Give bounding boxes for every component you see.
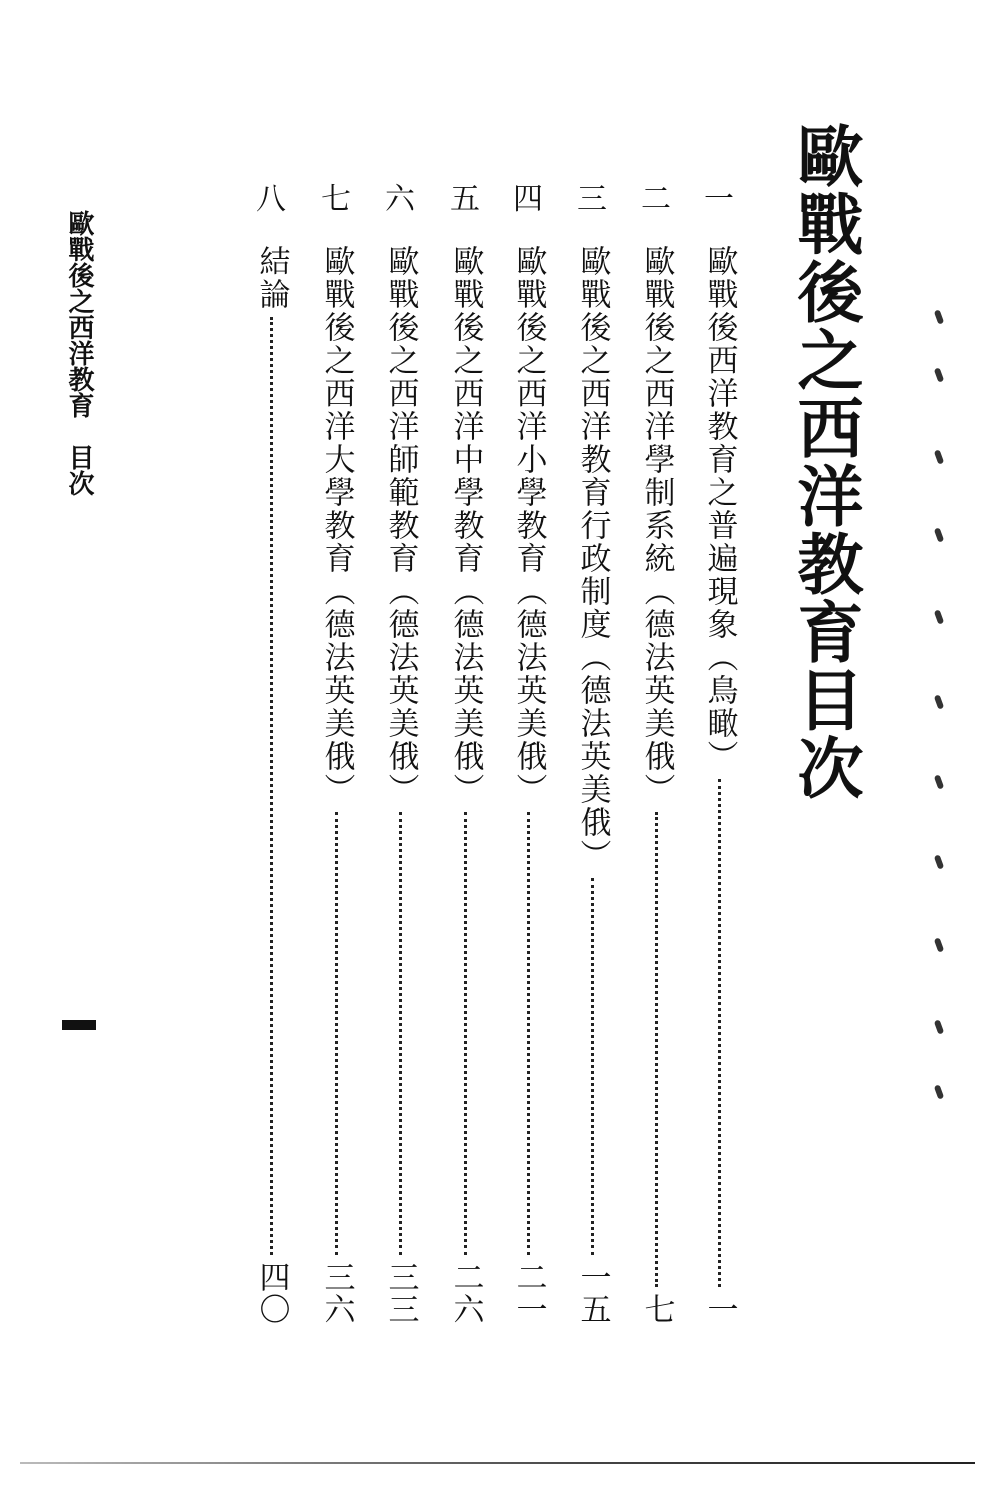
toc-title: 歐戰後之西洋小學教育（德法英美俄） (510, 245, 547, 806)
margin-scan-marks (928, 300, 958, 1120)
scan-mark (934, 937, 944, 952)
toc-entry-8 (246, 182, 296, 1325)
scan-mark (934, 367, 944, 382)
toc-page-number: 四〇 (253, 1261, 290, 1325)
toc-number: 六 (385, 182, 415, 217)
toc-entry-1 (694, 182, 744, 1325)
toc-leader-dots (399, 812, 402, 1255)
toc-page-number: 一五 (574, 1261, 611, 1325)
toc-number: 八 (256, 182, 286, 217)
toc-title: 歐戰後之西洋中學教育（德法英美俄） (447, 245, 484, 806)
toc-leader-dots (270, 317, 273, 1255)
toc-number: 七 (321, 182, 351, 217)
scan-mark (934, 854, 944, 869)
toc-leader-dots (591, 878, 594, 1255)
toc-page-number: 二一 (510, 1261, 547, 1325)
toc-title: 結論 (253, 245, 290, 311)
toc-number: 一 (704, 182, 734, 217)
toc-page-number: 一 (701, 1293, 738, 1325)
toc-entry-7 (311, 182, 361, 1325)
toc-leader-dots (718, 779, 721, 1287)
folio-mark (62, 1020, 96, 1030)
toc-leader-dots (655, 812, 658, 1287)
toc-number: 五 (450, 182, 480, 217)
toc-entry-6 (375, 182, 425, 1325)
bottom-rule (20, 1462, 975, 1464)
toc-title: 歐戰後之西洋大學教育（德法英美俄） (318, 245, 355, 806)
toc-entry-4 (503, 182, 553, 1325)
toc-leader-dots (464, 812, 467, 1255)
scan-mark (934, 527, 944, 542)
toc-title: 歐戰後西洋教育之普遍現象（鳥瞰） (701, 245, 738, 773)
scan-mark (934, 449, 944, 464)
scan-mark (934, 1084, 944, 1099)
page-title: 歐戰後之西洋教育目次 (786, 122, 864, 802)
toc-page-number: 二六 (447, 1261, 484, 1325)
toc-page-number: 三三 (382, 1261, 419, 1325)
toc-title: 歐戰後之西洋師範教育（德法英美俄） (382, 245, 419, 806)
toc-number: 三 (577, 182, 607, 217)
running-head: 歐戰後之西洋教育 目次 (64, 210, 94, 496)
scan-mark (934, 309, 944, 324)
toc-entry-2 (631, 182, 681, 1325)
scan-mark (934, 774, 944, 789)
toc-title: 歐戰後之西洋教育行政制度（德法英美俄） (574, 245, 611, 872)
scan-mark (934, 694, 944, 709)
toc-leader-dots (527, 812, 530, 1255)
toc-title: 歐戰後之西洋學制系統（德法英美俄） (638, 245, 675, 806)
toc-entry-3 (567, 182, 617, 1325)
toc-page-number: 七 (638, 1293, 675, 1325)
toc-leader-dots (335, 812, 338, 1255)
scan-mark (934, 609, 944, 624)
toc-number: 二 (641, 182, 671, 217)
toc-number: 四 (513, 182, 543, 217)
toc-page-number: 三六 (318, 1261, 355, 1325)
scan-mark (934, 1019, 944, 1034)
toc-entry-5 (440, 182, 490, 1325)
